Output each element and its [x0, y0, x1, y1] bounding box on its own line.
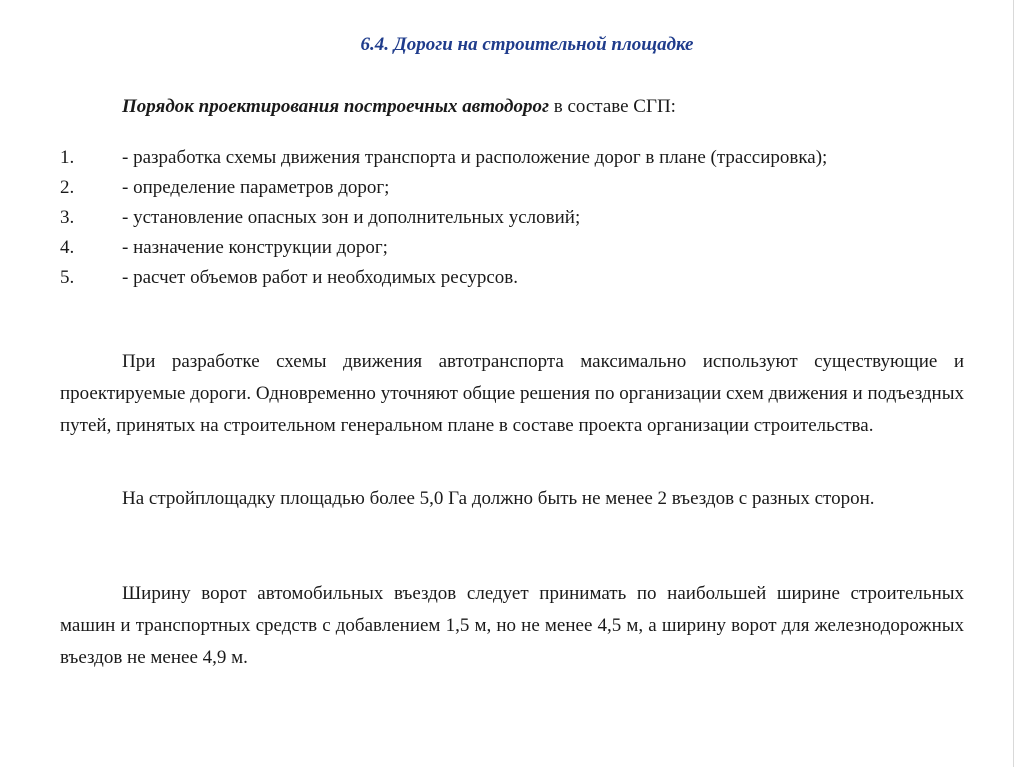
list-item [60, 233, 964, 263]
page-title: 6.4. Дороги на строительной площадке [360, 34, 694, 55]
list-item-number: 5. [60, 267, 75, 288]
list-item-text: - разработка схемы движения транспорта и расположение дорог в плане (трассировка); [122, 147, 828, 168]
list-item-text: - установление опасных зон и дополнительных условий; [122, 207, 581, 228]
list-item-number: 1. [60, 147, 75, 168]
paragraph-gate-width: Ширину ворот автомобильных въездов следует принимать по наибольшей ширине строительных машин и транспортных средств с добавлением 1,5 м, но не менее 4,5 м, а ширину ворот для железнодорожных въездов не менее 4,9 м. [60, 583, 964, 668]
paragraph-traffic-scheme: При разработке схемы движения автотранспорта максимально используют существующие и проектируемые дороги. Одновременно уточняют общие решения по организации схем движения и подъездных путей, принятых на строительном генеральном плане в составе проекта организации строительства. [60, 351, 964, 436]
steps-list [60, 143, 964, 293]
list-item-text: - назначение конструкции дорог; [122, 237, 388, 258]
subtitle-emphasis: Порядок проектирования построечных автодорог [122, 96, 549, 117]
subtitle-rest: в составе СГП: [548, 96, 676, 117]
list-item [60, 263, 964, 293]
paragraph-entrances: На стройплощадку площадью более 5,0 Га должно быть не менее 2 въездов с разных сторон. [122, 488, 875, 509]
list-item-text: - определение параметров дорог; [122, 177, 390, 198]
list-item-number: 4. [60, 237, 75, 258]
list-item [60, 203, 964, 233]
list-item [60, 173, 964, 203]
list-item-number: 3. [60, 207, 75, 228]
section-subtitle [122, 96, 676, 118]
list-item [60, 143, 964, 173]
list-item-text: - расчет объемов работ и необходимых ресурсов. [122, 267, 519, 288]
list-item-number: 2. [60, 177, 75, 198]
